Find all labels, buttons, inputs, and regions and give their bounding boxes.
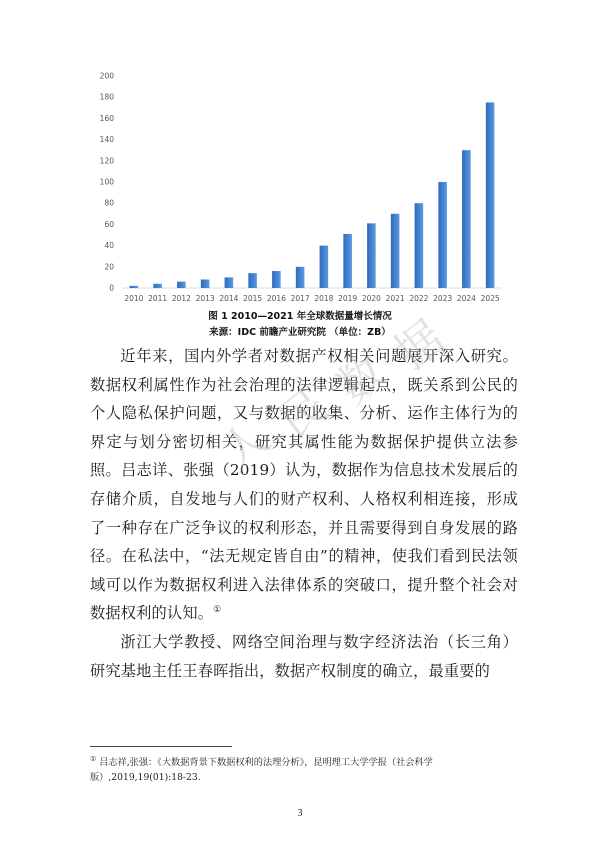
x-tick-label: 2021 xyxy=(385,294,405,303)
x-tick-label: 2023 xyxy=(433,294,453,303)
x-tick-label: 2013 xyxy=(195,294,215,303)
x-tick-label: 2022 xyxy=(409,294,429,303)
footnote-text: 吕志祥,张强：《大数据背景下数据权利的法理分析》，昆明理工大学学报（社会科学版）,2019,19(01):18-23. xyxy=(90,757,433,784)
y-tick-label: 160 xyxy=(99,113,114,123)
watermark-char-3: 数 xyxy=(326,343,396,415)
bar-2025 xyxy=(486,103,495,289)
x-tick-label: 2014 xyxy=(219,294,239,303)
y-tick-label: 180 xyxy=(99,92,114,102)
watermark-char-1: 人 xyxy=(210,409,280,481)
bar-2023 xyxy=(438,182,447,288)
footnote-mark: ① xyxy=(90,755,97,763)
footnote-reference[interactable]: ① xyxy=(213,605,222,616)
paragraph-1 xyxy=(90,342,518,628)
bar-2017 xyxy=(296,267,305,288)
x-tick-label: 2018 xyxy=(314,294,334,303)
x-tick-label: 2012 xyxy=(171,294,191,303)
y-tick-label: 200 xyxy=(99,71,114,81)
y-tick-label: 20 xyxy=(104,262,114,272)
y-tick-label: 100 xyxy=(99,177,114,187)
figure-caption: 图 1 2010—2021 年全球数据量增长情况 xyxy=(208,311,392,322)
bar-2014 xyxy=(225,277,234,288)
bar-2021 xyxy=(391,214,400,288)
y-tick-label: 120 xyxy=(99,156,114,166)
bar-2022 xyxy=(415,203,424,288)
y-tick-label: 140 xyxy=(99,135,114,145)
paragraph-1-text: 近年来，国内外学者对数据产权相关问题展开深入研究。数据权利属性作为社会治理的法律逻辑起点，既关系到公民的个人隐私保护问题，又与数据的收集、分析、运作主体行为的界定与划分密切相关，研究其属性能为数据保护提供立法参照。吕志详、张强（2019）认为，数据作为信息技术发展后的存储介质，自发地与人们的财产权利、人格权利相连接，形成了一种存在广泛争议的权利形态，并且需要得到自身发展的路径。在私法中，“法无规定皆自由”的精神，使我们看到民法领域可以作为数据权利进入法律体系的突破口，提升整个社会对数据权利的认知。 xyxy=(90,347,518,623)
bar-2015 xyxy=(248,273,257,288)
footnote-divider xyxy=(90,746,232,747)
x-tick-label: 2016 xyxy=(266,294,286,303)
x-tick-label: 2024 xyxy=(456,294,476,303)
y-tick-label: 80 xyxy=(104,198,114,208)
y-tick-label: 40 xyxy=(104,241,114,251)
bar-2012 xyxy=(177,282,186,288)
bar-2018 xyxy=(320,246,329,288)
x-tick-label: 2019 xyxy=(338,294,358,303)
x-tick-label: 2017 xyxy=(290,294,310,303)
watermark-char-4: 据 xyxy=(384,309,454,381)
bar-chart xyxy=(92,66,512,316)
bar-2024 xyxy=(462,150,471,288)
x-tick-label: 2015 xyxy=(243,294,263,303)
y-tick-label: 60 xyxy=(104,219,114,229)
x-tick-label: 2020 xyxy=(361,294,381,303)
bar-2013 xyxy=(201,280,210,288)
x-tick-label: 2025 xyxy=(480,294,500,303)
x-tick-label: 2010 xyxy=(124,294,144,303)
bar-2016 xyxy=(272,271,281,288)
footnote xyxy=(90,752,510,785)
bar-2010 xyxy=(130,286,139,288)
y-tick-label: 0 xyxy=(109,283,114,293)
x-tick-label: 2011 xyxy=(148,294,168,303)
bar-2019 xyxy=(343,234,352,288)
body-text xyxy=(90,342,518,685)
watermark-char-2: 民 xyxy=(268,377,338,449)
paragraph-2: 浙江大学教授、网络空间治理与数字经济法治（长三角）研究基地主任王春晖指出，数据产权制度的确立，最重要的 xyxy=(90,632,518,680)
figure-source: 来源：IDC 前瞻产业研究院 （单位：ZB） xyxy=(209,327,391,338)
bar-2020 xyxy=(367,223,376,288)
bar-2011 xyxy=(153,284,162,288)
page-number: 3 xyxy=(297,808,303,819)
